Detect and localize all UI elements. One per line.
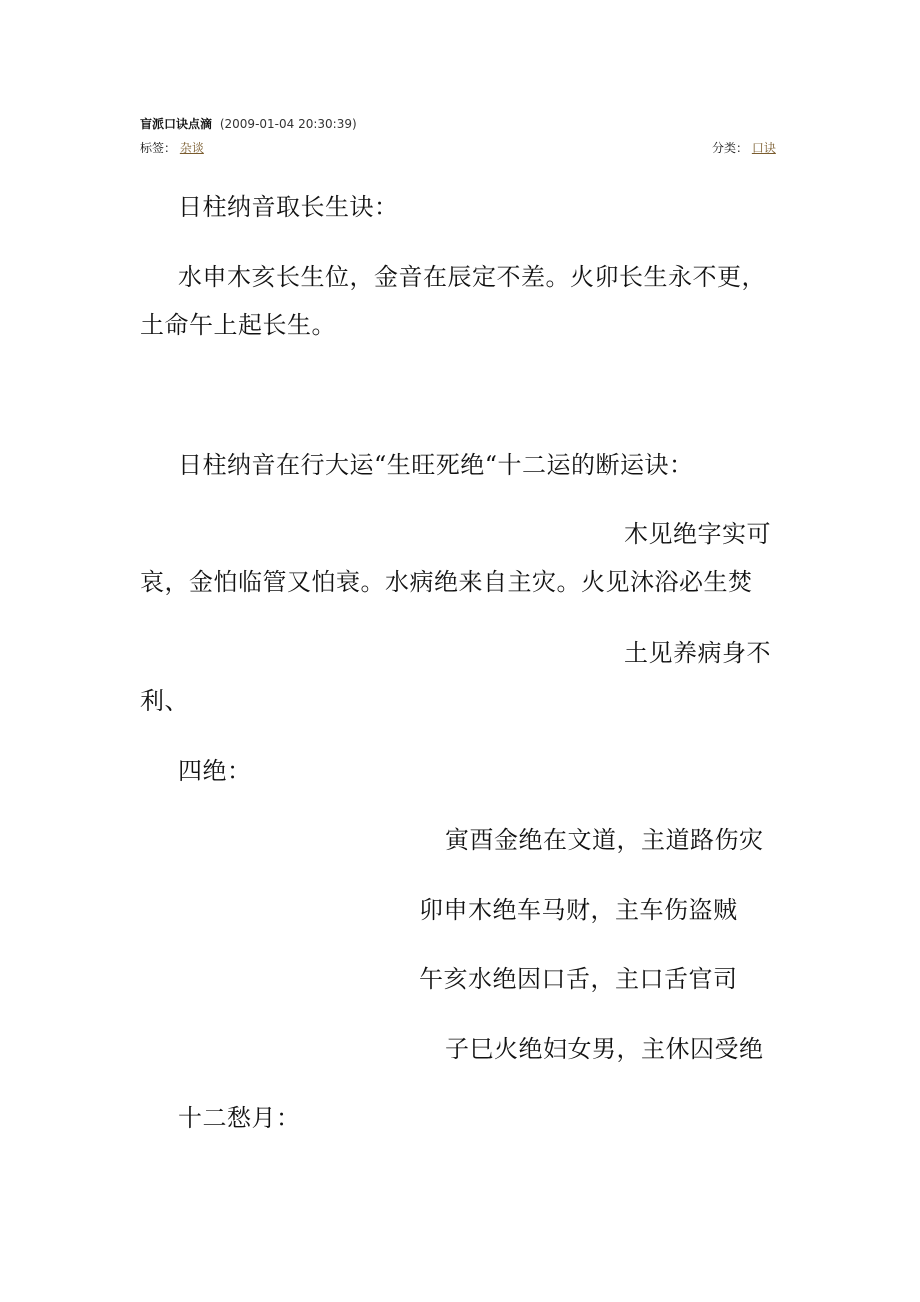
text-line: 寅酉金绝在文道，主道路伤灾: [445, 826, 764, 854]
text-line: 水申木亥长生位，金音在辰定不差。火卯长生永不更，: [178, 263, 766, 291]
category-row: [712, 140, 776, 156]
post-title: 盲派口诀点滴: [140, 117, 213, 131]
post-title-row: [140, 116, 357, 132]
post-date: (2009-01-04 20:30:39): [219, 117, 357, 131]
text-line: 木见绝字实可: [624, 520, 771, 548]
text-line: 卯申木绝车马财，主车伤盗贼: [419, 896, 738, 924]
tag-link[interactable]: 杂谈: [179, 141, 204, 155]
tags-row: [140, 140, 204, 156]
text-line: 利、: [140, 687, 189, 715]
text-line: 哀，金怕临管又怕衰。水病绝来自主灾。火见沐浴必生焚: [140, 568, 753, 596]
section-heading: 十二愁月：: [178, 1104, 301, 1132]
text-line: 午亥水绝因口舌，主口舌官司: [419, 965, 738, 993]
text-line: 日柱纳音在行大运“生旺死绝“十二运的断运诀：: [178, 451, 694, 479]
text-line: 日柱纳音取长生诀：: [178, 193, 399, 221]
category-link[interactable]: 口诀: [751, 141, 776, 155]
text-line: 土命午上起长生。: [140, 311, 336, 339]
tags-label: 标签：: [140, 141, 177, 155]
section-heading: 四绝：: [178, 757, 252, 785]
text-line: 子巳火绝妇女男，主休囚受绝: [445, 1035, 764, 1063]
text-line: 土见养病身不: [624, 639, 771, 667]
category-label: 分类：: [712, 141, 749, 155]
